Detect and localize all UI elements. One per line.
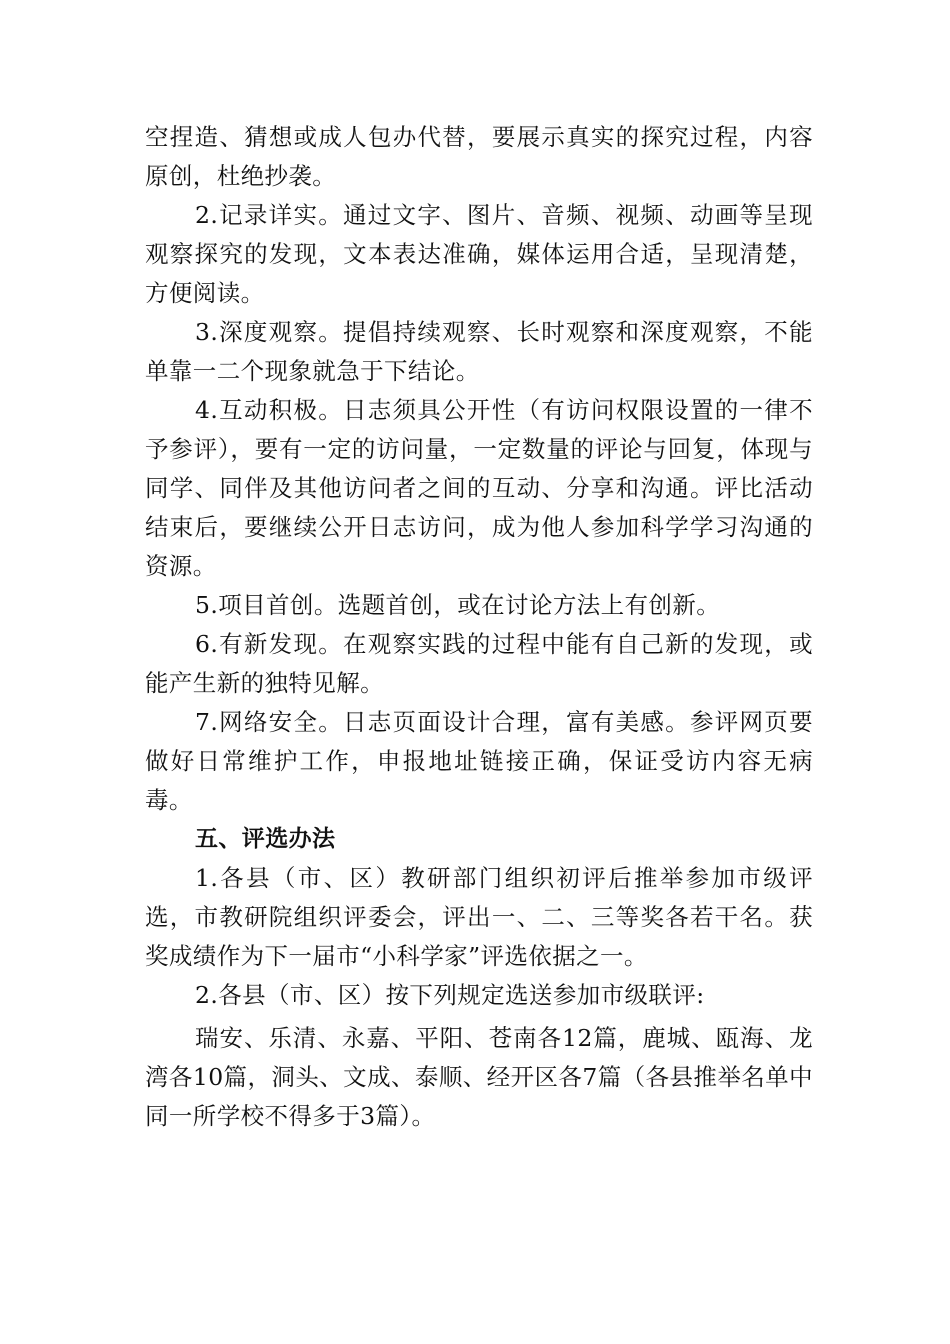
criterion-active-interaction: 4.互动积极。日志须具公开性（有访问权限设置的一律不予参评），要有一定的访问量，一定数量的评论与回复，体现与同学、同伴及其他访问者之间的互动、分享和沟通。评比活动结束后，要继续公开日志访问，成为他人参加科学学习沟通的资源。 <box>145 396 813 580</box>
method-quota-list: 瑞安、乐清、永嘉、平阳、苍南各12篇，鹿城、瓯海、龙湾各10篇，洞头、文成、泰顺、经开区各7篇（各县推举名单中同一所学校不得多于3篇）。 <box>145 1024 813 1130</box>
section-heading-selection-method: 五、评选办法 <box>195 826 336 852</box>
method-submission-rule: 2.各县（市、区）按下列规定选送参加市级联评: <box>195 981 705 1009</box>
criterion-new-discovery: 6.有新发现。在观察实践的过程中能有自己新的发现，或能产生新的独特见解。 <box>145 630 813 697</box>
criterion-project-originality: 5.项目首创。选题首创，或在讨论方法上有创新。 <box>195 591 721 619</box>
document-body <box>145 118 813 1136</box>
criterion-network-security: 7.网络安全。日志页面设计合理，富有美感。参评网页要做好日常维护工作，申报地址链接正确，保证受访内容无病毒。 <box>145 708 813 814</box>
criterion-record-detail: 2.记录详实。通过文字、图片、音频、视频、动画等呈现观察探究的发现，文本表达准确，媒体运用合适，呈现清楚，方便阅读。 <box>145 201 813 307</box>
paragraph-continuation: 空捏造、猜想或成人包办代替，要展示真实的探究过程，内容原创，杜绝抄袭。 <box>145 123 813 190</box>
method-preliminary-review: 1.各县（市、区）教研部门组织初评后推举参加市级评选，市教研院组织评委会，评出一、二、三等奖各若干名。获奖成绩作为下一届市“小科学家”评选依据之一。 <box>145 864 813 970</box>
criterion-deep-observation: 3.深度观察。提倡持续观察、长时观察和深度观察，不能单靠一二个现象就急于下结论。 <box>145 318 813 385</box>
